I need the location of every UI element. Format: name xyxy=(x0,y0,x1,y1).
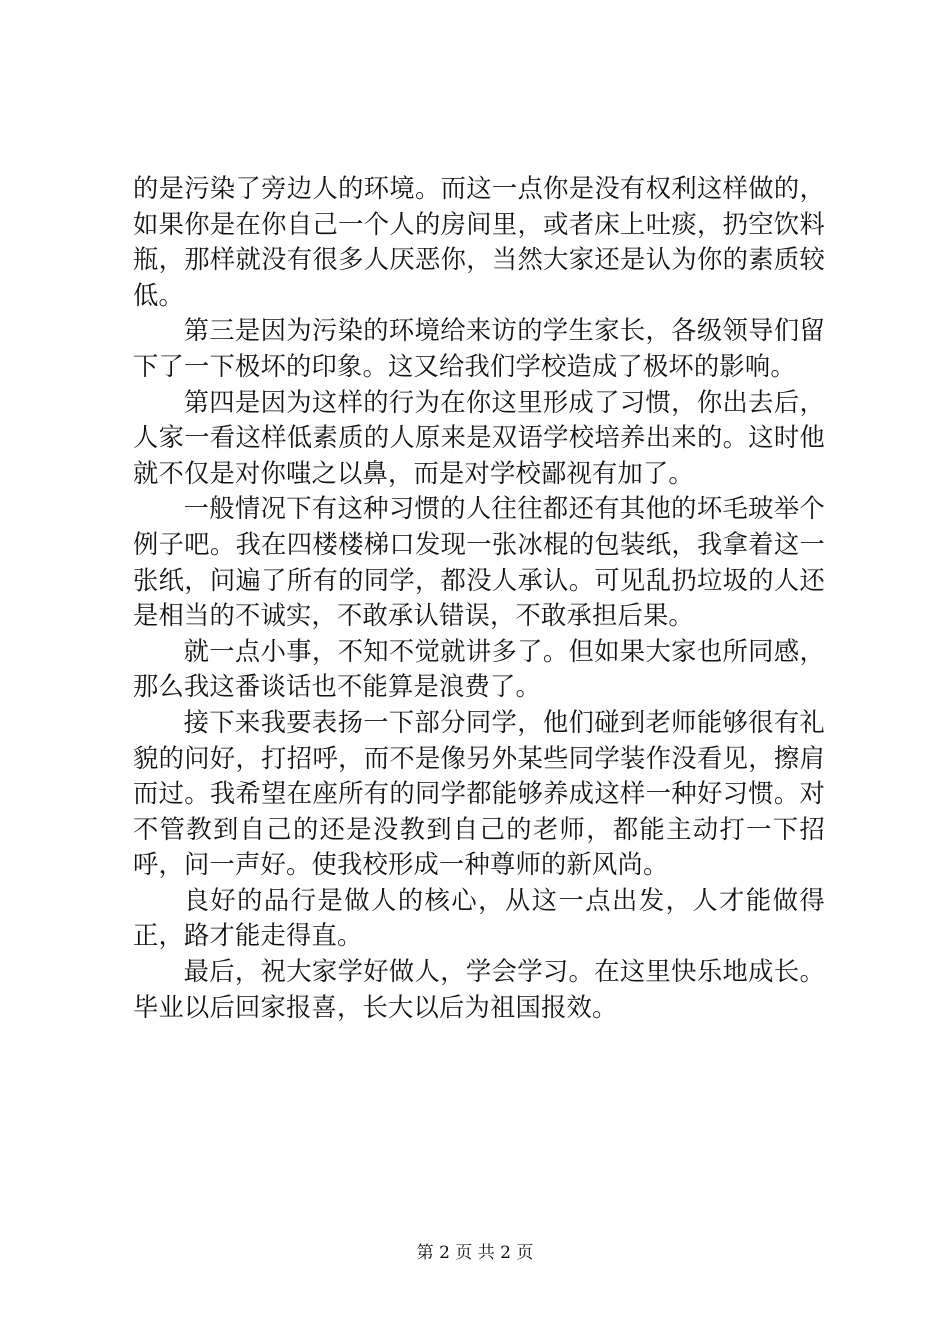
paragraph-2: 第三是因为污染的环境给来访的学生家长，各级领导们留下了一下极坏的印象。这又给我们学校造成了极坏的影响。 xyxy=(133,316,825,381)
paragraph-7: 良好的品行是做人的核心，从这一点出发，人才能做得正，路才能走得直。 xyxy=(133,885,825,951)
paragraph-6: 接下来我要表扬一下部分同学，他们碰到老师能够很有礼貌的问好，打招呼，而不是像另外某些同学装作没看见，擦肩而过。我希望在座所有的同学都能够养成这样一种好习惯。对不管教到自己的还是没教到自己的老师，都能主动打一下招呼，问一声好。使我校形成一种尊师的新风尚。 xyxy=(133,707,825,880)
paragraph-4: 一般情况下有这种习惯的人往往都还有其他的坏毛玻举个例子吧。我在四楼楼梯口发现一张冰棍的包装纸，我拿着这一张纸，问遍了所有的同学，都没人承认。可见乱扔垃圾的人还是相当的不诚实，不敢承认错误，不敢承担后果。 xyxy=(133,494,825,631)
body-text xyxy=(133,171,825,1025)
paragraph-1: 的是污染了旁边人的环境。而这一点你是没有权利这样做的，如果你是在你自己一个人的房间里，或者床上吐痰，扔空饮料瓶，那样就没有很多人厌恶你，当然大家还是认为你的素质较低。 xyxy=(133,174,825,310)
paragraph-3: 第四是因为这样的行为在你这里形成了习惯，你出去后，人家一看这样低素质的人原来是双语学校培养出来的。这时他就不仅是对你嗤之以鼻，而是对学校鄙视有加了。 xyxy=(133,387,825,488)
page-footer xyxy=(0,1241,950,1265)
paragraph-8: 最后，祝大家学好做人，学会学习。在这里快乐地成长。毕业以后回家报喜，长大以后为祖国报效。 xyxy=(133,957,825,1022)
paragraph-5: 就一点小事，不知不觉就讲多了。但如果大家也所同感，那么我这番谈话也不能算是浪费了。 xyxy=(133,636,825,702)
page-number: 第 2 页 共 2 页 xyxy=(416,1243,534,1263)
